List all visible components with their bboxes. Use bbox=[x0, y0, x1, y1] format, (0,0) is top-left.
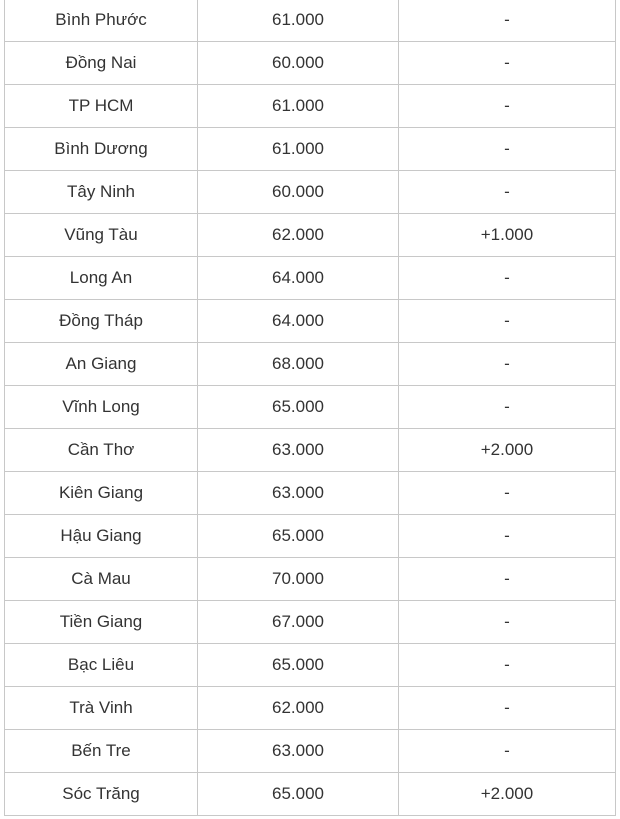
province-cell: Cà Mau bbox=[5, 558, 198, 601]
province-cell: Đồng Tháp bbox=[5, 300, 198, 343]
change-cell: - bbox=[399, 0, 616, 42]
price-cell: 60.000 bbox=[198, 42, 399, 85]
change-cell: +1.000 bbox=[399, 214, 616, 257]
province-cell: Vũng Tàu bbox=[5, 214, 198, 257]
price-table bbox=[4, 0, 616, 816]
price-cell: 63.000 bbox=[198, 429, 399, 472]
province-cell: Trà Vinh bbox=[5, 687, 198, 730]
province-cell: Bạc Liêu bbox=[5, 644, 198, 687]
price-cell: 61.000 bbox=[198, 0, 399, 42]
table-row bbox=[5, 171, 616, 214]
change-cell: - bbox=[399, 42, 616, 85]
table-row bbox=[5, 214, 616, 257]
province-cell: Kiên Giang bbox=[5, 472, 198, 515]
table-row bbox=[5, 472, 616, 515]
province-cell: Cần Thơ bbox=[5, 429, 198, 472]
change-cell: - bbox=[399, 300, 616, 343]
table-row bbox=[5, 343, 616, 386]
price-cell: 63.000 bbox=[198, 730, 399, 773]
change-cell: - bbox=[399, 343, 616, 386]
table-row bbox=[5, 0, 616, 42]
province-cell: Long An bbox=[5, 257, 198, 300]
change-cell: - bbox=[399, 687, 616, 730]
price-cell: 64.000 bbox=[198, 257, 399, 300]
province-cell: Tây Ninh bbox=[5, 171, 198, 214]
price-cell: 67.000 bbox=[198, 601, 399, 644]
table-row bbox=[5, 386, 616, 429]
change-cell: - bbox=[399, 472, 616, 515]
table-row bbox=[5, 773, 616, 816]
price-cell: 70.000 bbox=[198, 558, 399, 601]
change-cell: - bbox=[399, 601, 616, 644]
price-cell: 63.000 bbox=[198, 472, 399, 515]
change-cell: - bbox=[399, 386, 616, 429]
table-row bbox=[5, 42, 616, 85]
table-row bbox=[5, 644, 616, 687]
change-cell: - bbox=[399, 515, 616, 558]
price-cell: 60.000 bbox=[198, 171, 399, 214]
table-row bbox=[5, 85, 616, 128]
province-cell: Bình Dương bbox=[5, 128, 198, 171]
price-cell: 61.000 bbox=[198, 128, 399, 171]
change-cell: - bbox=[399, 644, 616, 687]
province-cell: Vĩnh Long bbox=[5, 386, 198, 429]
price-cell: 62.000 bbox=[198, 214, 399, 257]
province-cell: Sóc Trăng bbox=[5, 773, 198, 816]
price-cell: 62.000 bbox=[198, 687, 399, 730]
price-cell: 65.000 bbox=[198, 773, 399, 816]
table-row bbox=[5, 257, 616, 300]
change-cell: - bbox=[399, 257, 616, 300]
province-cell: Đồng Nai bbox=[5, 42, 198, 85]
table-row bbox=[5, 687, 616, 730]
change-cell: - bbox=[399, 730, 616, 773]
change-cell: - bbox=[399, 85, 616, 128]
province-cell: Tiền Giang bbox=[5, 601, 198, 644]
province-cell: TP HCM bbox=[5, 85, 198, 128]
price-cell: 64.000 bbox=[198, 300, 399, 343]
change-cell: - bbox=[399, 171, 616, 214]
price-table-body bbox=[5, 0, 616, 816]
table-row bbox=[5, 601, 616, 644]
table-row bbox=[5, 300, 616, 343]
change-cell: - bbox=[399, 558, 616, 601]
price-cell: 68.000 bbox=[198, 343, 399, 386]
province-cell: Hậu Giang bbox=[5, 515, 198, 558]
table-row bbox=[5, 515, 616, 558]
province-cell: An Giang bbox=[5, 343, 198, 386]
price-cell: 61.000 bbox=[198, 85, 399, 128]
table-row bbox=[5, 128, 616, 171]
change-cell: - bbox=[399, 128, 616, 171]
province-cell: Bến Tre bbox=[5, 730, 198, 773]
table-row bbox=[5, 730, 616, 773]
table-row bbox=[5, 558, 616, 601]
table-row bbox=[5, 429, 616, 472]
price-cell: 65.000 bbox=[198, 644, 399, 687]
province-cell: Bình Phước bbox=[5, 0, 198, 42]
change-cell: +2.000 bbox=[399, 429, 616, 472]
price-cell: 65.000 bbox=[198, 386, 399, 429]
price-cell: 65.000 bbox=[198, 515, 399, 558]
change-cell: +2.000 bbox=[399, 773, 616, 816]
